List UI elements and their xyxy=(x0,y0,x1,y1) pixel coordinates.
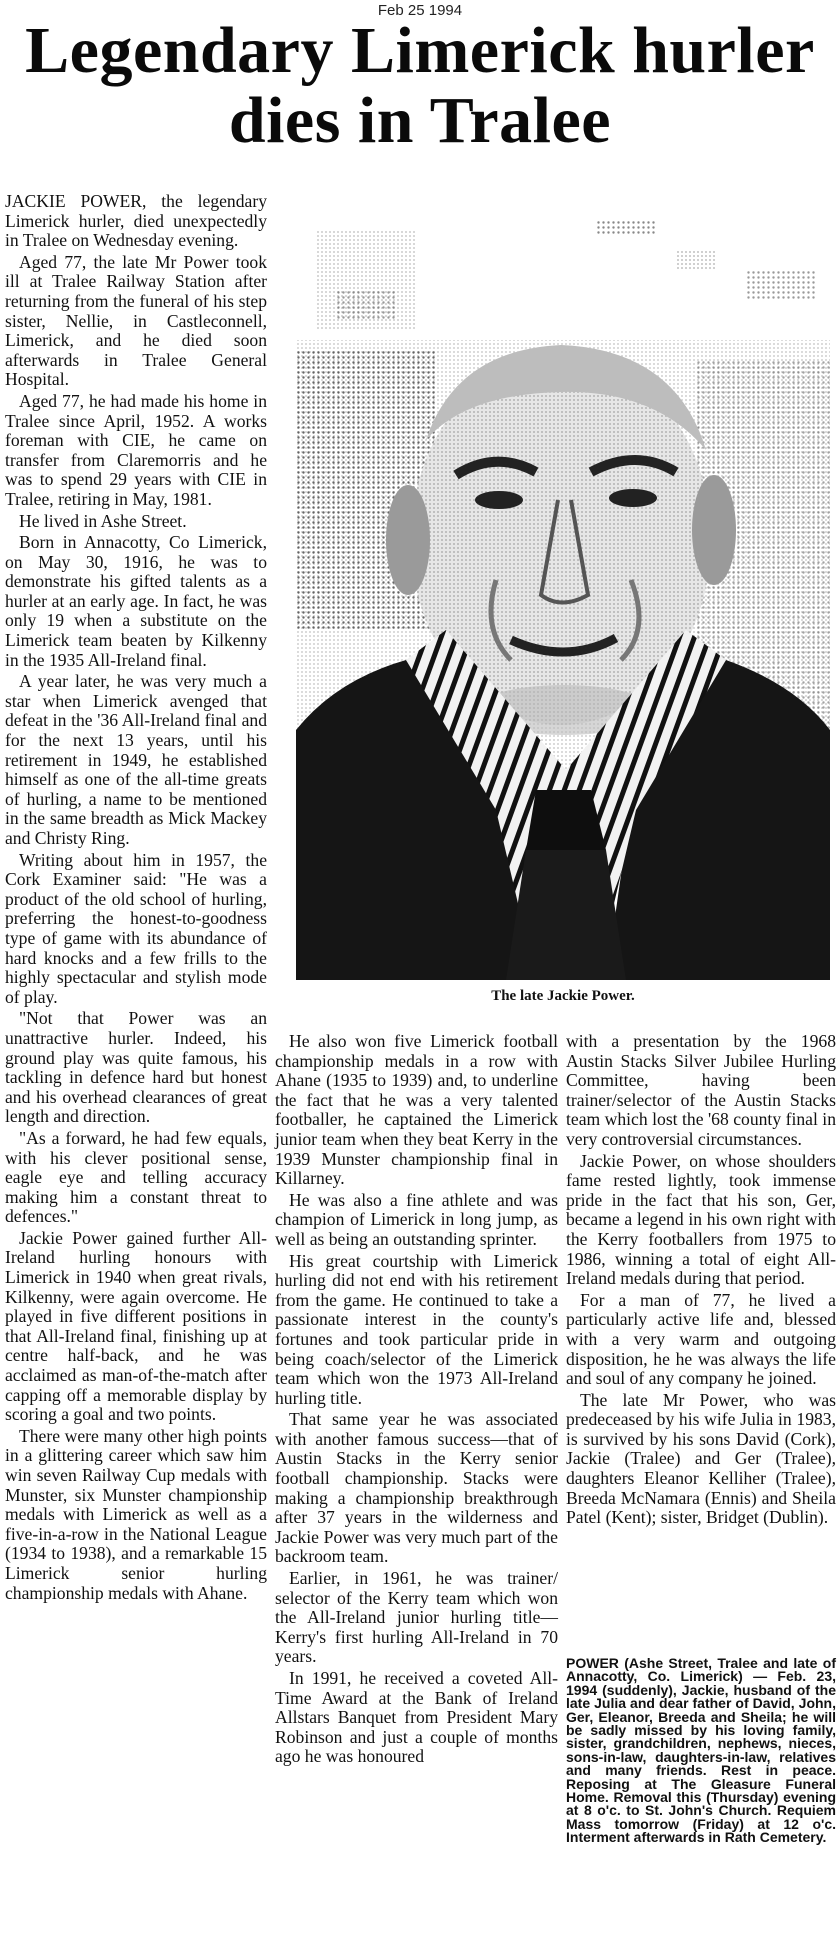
article-column-2 xyxy=(275,1032,558,1769)
paragraph: There were many other high points in a glittering career which saw him win seven Railway Cup medals with Munster, six Munster championship medals with Limerick as well as a five-in-a-row in the National League (1934 to 1938), and a remarkable 15 Limerick senior hurling championship medals with Ahane. xyxy=(5,1425,267,1603)
paragraph: Born in Annacotty, Co Limerick, on May 30, 1916, he was to demonstrate his gifted talents as a hurler at an early age. In fact, he was only 19 when a substitute on the Limerick team beaten by Kilkenny in the 1935 All-Ireland final. xyxy=(5,532,267,670)
article-column-3 xyxy=(566,1032,836,1530)
paragraph: He lived in Ashe Street. xyxy=(19,510,187,531)
paragraph: Jackie Power, on whose shoulders fame rested lightly, took immense pride in the fact that his son, Ger, became a legend in his own right with the Kerry footballers from 1975 to 1986, winning a total of eight All-Ireland medals during that period. xyxy=(566,1150,836,1289)
paragraph: with a presentation by the 1968 Austin Stacks Silver Jubilee Hurling Committee, having been trainer/selector of the Austin Stacks team which lost the '68 county final in very controversial circumstances. xyxy=(566,1031,836,1149)
paragraph: A year later, he was very much a star when Limerick avenged that defeat in the '36 All-Ireland final and for the next 13 years, until his retirement in 1949, he established himself as one of the all-time greats of hurling, a name to be mentioned in the same breadth as Mick Mackey and Christy Ring. xyxy=(5,671,267,848)
death-notice xyxy=(566,1657,836,1845)
paragraph: Earlier, in 1961, he was trainer/ selector of the Kerry team which won the All-Ireland junior hurling title—Kerry's first hurling All-Ireland in 70 years. xyxy=(275,1568,558,1667)
article-column-1 xyxy=(5,192,267,1605)
paragraph: For a man of 77, he lived a particularly active life and, blessed with a very warm and outgoing disposition, he he was always the life and soul of any company he joined. xyxy=(566,1289,836,1389)
paragraph: Aged 77, the late Mr Power took ill at Tralee Railway Station after returning from the funeral of his step sister, Nellie, in Castleconnell, Limerick, and he died soon afterwards in Tralee General Hospital. xyxy=(5,251,267,390)
headline: Legendary Limerick hurler dies in Tralee xyxy=(25,14,815,157)
paragraph: "As a forward, he had few equals, with his clever positional sense, eagle eye and telling accuracy making him a constant threat to defences." xyxy=(5,1127,267,1227)
paragraph: In 1991, he received a coveted All-Time Award at the Bank of Ireland Allstars Banquet from President Mary Robinson and just a couple of months ago he was honoured xyxy=(275,1668,558,1767)
page-date: Feb 25 1994 xyxy=(377,2,463,19)
paragraph: "Not that Power was an unattractive hurler. Indeed, his ground play was quite famous, his tackling in defence hard but honest and his overhead clearances of great length and direction. xyxy=(5,1008,267,1127)
paragraph: His great courtship with Limerick hurling did not end with his retirement from the game. He continued to take a passionate interest in the county's fortunes and took particular pride in being coach/selector of the Limerick team which won the 1973 All-Ireland hurling title. xyxy=(275,1250,558,1408)
paragraph: He also won five Limerick football championship medals in a row with Ahane (1935 to 1939) and, to underline the fact that he was a very talented footballer, he captained the Limerick junior team when they beat Kerry in the 1939 Munster championship final in Killarney. xyxy=(275,1031,558,1189)
paragraph: JACKIE POWER, the legendary Limerick hurler, died unexpectedly in Tralee on Wednesday evening. xyxy=(5,191,267,251)
paragraph: That same year he was associated with another famous success—that of Austin Stacks in the Kerry senior football championship. Stacks were making a championship breakthrough after 37 years in the wilderness and Jackie Power was very much part of the backroom team. xyxy=(275,1409,558,1567)
paragraph: Jackie Power gained further All-Ireland hurling honours with Limerick in 1940 when great rivals, Kilkenny, were again overcome. He played in five different positions in that All-Ireland final, finishing up at centre half-back, and he was acclaimed as man-of-the-match after capping off a memorable display by scoring a goal and two points. xyxy=(5,1227,267,1425)
paragraph: He was also a fine athlete and was champion of Limerick in long jump, as well as being an outstanding sprinter. xyxy=(275,1189,558,1249)
paragraph: Aged 77, he had made his home in Tralee since April, 1952. A works foreman with CIE, he came on transfer from Claremorris and he was to spend 29 years with CIE in Tralee, retiring in May, 1981. xyxy=(5,390,267,509)
photo-caption: The late Jackie Power. xyxy=(491,988,635,1004)
death-notice-text: (Ashe Street, Tralee and late of Annacotty, Co. Limerick) — Feb. 23, 1994 (suddenly), Jackie, husband of the late Julia and dear father of David, John, Ger, Eleanor, Breeda and Sheila; he will be sadly missed by his loving family, sister, grandchildren, nephews, nieces, sons-in-law, daughters-in-law, relatives and many friends. Rest in peace. Reposing at The Gleasure Funeral Home. Removal this (Thursday) evening at 8 o'c. to St. John's Church. Requiem Mass tomorrow (Friday) at 12 o'c. Interment afterwards in Rath Cemetery. xyxy=(566,1655,837,1846)
death-notice-name: POWER xyxy=(566,1655,619,1671)
paragraph: Writing about him in 1957, the Cork Examiner said: "He was a product of the old school of hurling, preferring the honest-to-goodness type of game with its abundance of hard knocks and a few frills to the highly spectacular and stylish mode of play. xyxy=(5,849,267,1007)
portrait-photo xyxy=(296,210,830,980)
paragraph: The late Mr Power, who was predeceased by his wife Julia in 1983, is survived by his sons David (Cork), Jackie (Tralee) and Ger (Tralee), daughters Eleanor Kelliher (Tralee), Breeda McNamara (Ennis) and Sheila Patel (Kent); sister, Bridget (Dublin). xyxy=(566,1389,836,1528)
